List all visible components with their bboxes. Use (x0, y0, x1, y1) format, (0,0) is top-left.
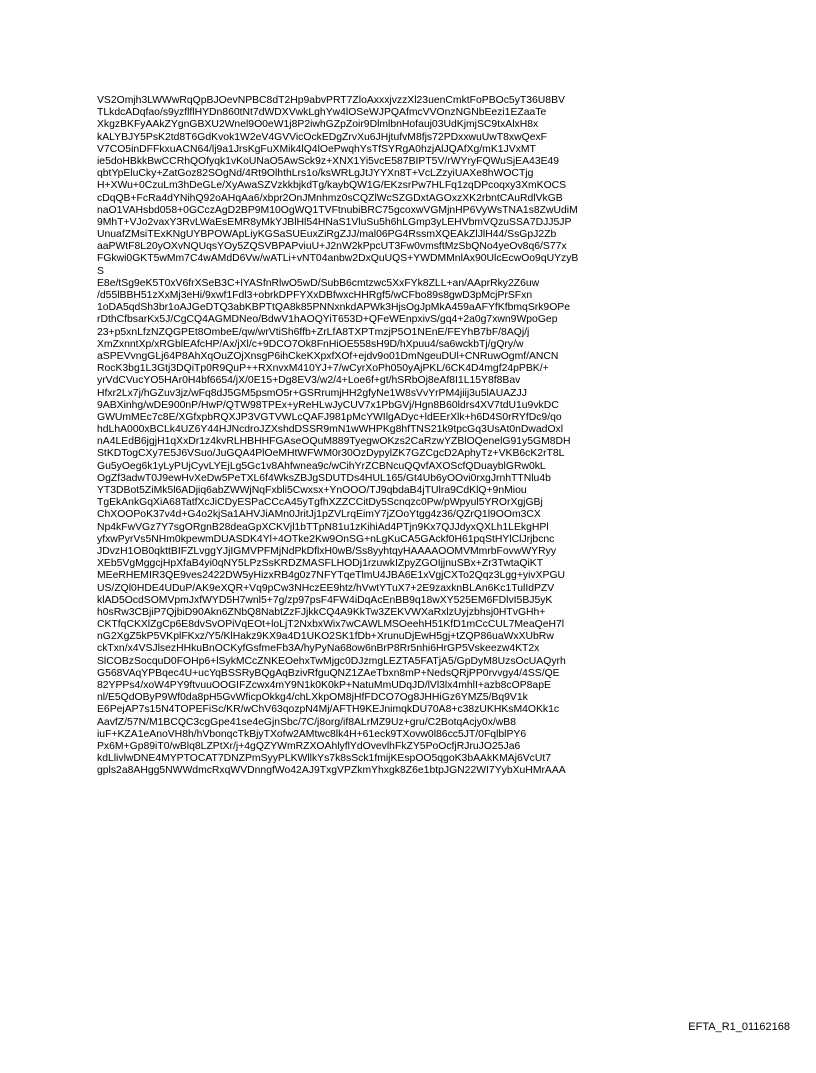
document-id-label: EFTA_R1_01162168 (688, 1021, 790, 1033)
encoded-text-block: VS2Omjh3LWWwRqQpBJOevNPBC8dT2Hp9abvPRT7ZloAxxxjvzzXl23uenCmktFoPBOc5yT36U8BV TLkdcADqfao/s9yzflflHYDn860tNt7dWDXVwkLghYw4lOSeWJPQAfmcVVOnzNGNbEezi1EZaaTe XkgzBKFyAAkZYgnGBXU2Wnel9O0eW1j8P2iwhGZpZoir9DlmlbnHofauj03UdKjmjSC9txAlxH8x kALYBJY5PsK2td8T6GdKvok1W2eV4GVVicOckEDgZrvXu6JHjtufvM8fjs72PDxxwuUwT8xwQexF V7CO5inDFFkxuACN64/lj9a1JrsKgFuXMik4lQ4lOePwqhYsTfSYRgA0hzjAlJQAfXg/mK1JVxMT ie5doHBkkBwCCRhQOfyqk1vKoUNaO5AwSck9z+XNX1Yi5vcE587BIPT5V/rWYryFQWuSjEA43E49 qbtYpEluCky+ZatGoz82SOgNd/4Rt9OlhthLrs1o/ksWRLgJtJYYXn8T+VcLZzyiUAXe8hWOCTjg H+XWu+0CzuLm3hDeGLe/XyAwaSZVzkkbjkdTg/kaybQW1G/EKzsrPw7HLFq1zqDPcoqxy3XmKOCS cDqQB+FcRa4dYNihQ92oAHqAa6/xbpr2OnJMnhmz0sCQZlWcSZGDxtAGOxzXK2rbntCAuRdlVkGB naO1VAHsbd058+0GCczAgD2BP9M10OgWQ1TVFtnubiBRC75gcoxwVGMjnHP6VyWsTNA1s8ZwUdiM 9MhT+VJo2vaxY3RvLWaEsEMR8yMkYJBlHl54HNaS1VluSu5h6hLGmp3yLEHVbmVQzuSSA7DJJ5JP UnuafZMsiTExKNgUYBPOWApLiyKGSaSUEuxZiRgZJJ/mal06PG4RssmXQEAkZlJlH44/SsGpJ2Zb aaPWtF8L20yOXvNQUqsYOy5ZQSVBPAPviuU+J2nW2kPpcUT3Fw0vmsftMzSbQNo4yeOv8q6/S77x FGkwi0GKT5wMm7C4wAMdD6Vw/wATLi+vNT04anbw2DxQuUQS+YWDMMnlAx90UlcEcwOo9qUYzyB S E8e/tSg9eK5T0xV6frXSeB3C+lYASfnRlwO5wD/SubB6cmtzwc5XxFYk8ZLL+an/AAprRky2Z6uw /d55lBBH51zXxMj3eHi/9xwf1Fdl3+obrkDPFYXxDBfwxcHHRgf5/wCFbo89s8gwD3pMcjPrSFxn 1oDA5qdSh3br1oAJGeDTQ3abKBPTtQA8k85PNNxnkdAPWk3HjsOgJpMkA459aAFYfKfbmqSrk9OPe rDthCfbsarKx5J/CgCQ4AGMDNeo/BdwV1hAOQYiT653D+QFeWEnpxivS/gq4+2a0g7xwn9WpoGep 23+p5xnLfzNZQGPEt8OmbeE/qw/wrVtiSh6ffb+ZrLfA8TXPTmzjP5O1NEnE/FEYhB7bF/8AQj/j XmZxnntXp/xRGblEAfcHP/Ax/jXl/c+9DCO7Ok8FnHiOE558sH9D/hXpuu4/sa6wckbTj/gQry/w aSPEVvngGLj64P8AhXqOuZOjXnsgP6ihCkeKXpxfXOf+ejdv9o01DmNgeuDUl+CNRuwOgmf/ANCN RocK3bg1L3Gtj3DQiTp0R9QuP++RXnvxM410YJ+7/wCyrXoPh050yAjPKL/6CK4D4mgf24pPBK/+ yrVdCVucYO5HAr0H4bf6654/jX/0E15+Dg8EV3/w2/4+Loe6f+gt/hSRbOj8eAf8I1L15Y8f8Bav Hfxr2Lx7j/hGZuv3jz/wFq8dJ5GM5psmO5r+GSRrumjHH2gfyNe1W8sVvYrPM4jiij3u5lAUAZJJ 9ABXinhg/wDE900nP/HwP/QTW98TPEx+yReHLwJyCUV7x1PbGVj/Hgn8B60ldrs4XV7tdU1u9vkDC GWUmMEc7c8E/XGfxpbRQXJP3VGTVWLcQAFJ981pMcYWIlgADyc+ldEErXlk+h6D4S0rRYfDc9/qo hdLhA000xBCLk4UZ6Y44HJNcdroJZXshdDSSR9mN1wWHPKg8hfTNS21k9tpcGq3UsAt0nDwadOxl nA4LEdB6jgjH1qXxDr1z4kvRLHBHHFGAseOQuM889TyegwOKzs2CaRzwYZBlOQenelG91y5GM8DH StKDTogCXy7E5J6VSuo/JuGQA4PlOeMHtWFWM0r30OzDypylZK7GZCgcD2AphyTz+VKB6cK2rT8L Gu5yOeg6k1yLyPUjCyvLYEjLg5Gc1v8Ahfwnea9c/wCihYrZCBNcuQQvfAXOScfQDuayblGRw0kL OgZf3adwT0J9ewHvXeDw5PeTXL6f4WksZBJgSDUTDs4HUL165/Gt4Ub6yOOvi0rxgJrnhTTNlu4b YT3DBot5ZiMk5l6ADjiq6abZWWjNqFxbli5Cwxsx+YnOOO/TJ9qbdaB4jTUlra9CdKlQ+9nMiou TgEkAnkGqXiA68TatfXcJiCDyESPaCCcA45yTgfhXZZCCitDy5Scnqzc0Pw/pWpyul5YROrXgjGBj ChXOOPoK37v4d+G4o2kjSa1AHVJiAMn0JritJj1pZVLrqEimY7jZOoYtgg4z36/QZrQ1l9OOm3CX Np4kFwVGz7Y7sgORgnB28deaGpXCKVjl1bTTpN81u1zKihiAd4PTjn9Kx7QJJdyxQXLh1LEkgHPl yfxwPyrVs5NHm0kpewmDUASDK4Yl+4OTke2Kw9OnSG+nLgKuCA5GAckf0H61pqStHYlClJrjbcnc JDvzH1OB0qkttBIFZLvggYJjIGMVPFMjNdPkDflxH0wB/Ss8yyhtqyHAAAAOOMVMmrbFovwWYRyy XEb5VgMggcjHpXfaB4yi0qNY5LPzSsKRDZMASFLHODj1rzuwkIZpyZGOIjjnuSBx+Zr3TwtaQiKT MEeRHEMIR3QE9ves2422DW5yHizxRB4g0z7NFYTqeTlmU4JBA6E1xVgjCXTo2Qqz3Lgg+yivXPGU US/ZQl0HDE4UDuP/AK9eXQR+Vq9pCw3NHczEE9htz/hVwtYTuX7+2E9zaxknBLAn6Kc1TulIdPZV klAD5OcdSOMVpmJxfWYD5H7wnl5+7g/zp97psF4FW4iDqAcEnBB9q18wXY525EM6FDlvI5BJ5yK h0sRw3CBjiP7QjbiD90Akn6ZNbQ8NabtZzFJjkkCQ4A9KkTw3ZEKVWXaRxlzUyjzbhsj0HTvGHh+ CKTfqCKXlZgCp6E8dvSvOPiVqEOt+loLjT2NxbxWix7wCAWLMSOeehH51KfD1mCcCUL7MeaQeH7l nG2XgZ5kP5VKplFKxz/Y5/KlHakz9KX9a4D1UKO2SK1fDb+XrunuDjEwH5gj+tZQP86uaWxXUbRw ckTxn/x4VSJlsezHHkuBnOCKyfGsfmeFb3A/hyPyNa68ow6nBrP8Rr5nhi6HrGP5Vskeezw4KT2x SlCOBzSocquD0FOHp6+lSykMCcZNKEOehxTwMjgc0DJzmgLEZTA5FATjA5/GpDyM8UzsOcUAQyrh G568VAqYPBqec4U+ucYqBSSRyBQgAqBzivRfguQNZ1ZAeTbxn8mP+NedsQRjPP0rvvgy4/4SS/QE 82YPPs4/xoW4PY9ftvuuOOGIFZcwx4mY9N1k0K0kP+NatuMmUDqJD/lVl3lx4mhlI+azb8cOP8apE nl/E5QdOByP9Wf0da8pH5GvWficpOkkg4/chLXkpOM8jHfFDCO7Og8JHHiGz6YMZ5/Bq9V1k E6PejAP7s15N4TOPEFiSc/KR/wChV63qozpN4Mj/AFTH9KEJnimqkDU70A8+c38zUKHKsM4OKk1c AavfZ/57N/M1BCQC3cgGpe41se4eGjnSbc/7C/j8org/if8ALrMZ9Uz+gru/C2BotqAcjy0x/wB8 iuF+KZA1eAnoVH8h/hVbonqcTkBjyTXofw2AMtwc8lk4H+61eck9TXovw0l86cc5JT/0FqlblPY6 Px6M+Gp89iT0/wBlq8LZPtXr/j+4gQZYWmRZXOAhlyflYdOvevlhFkZY5PoOcfjRJruJO25Ja6 kdLlivlwDNE4MYPTOCAT7DNZPmSyyPLKWllkYs7k8sSck1fmijKEspOO5qgoK3bAAkKMAj6VcUt7 gpls2a8AHgg5NWWdmcRxqWVDnngfWo42AJ9TxgVPZkmYhxgk8Z6e1btpJGN22WI7YybXuHMrAAA (97, 95, 579, 777)
